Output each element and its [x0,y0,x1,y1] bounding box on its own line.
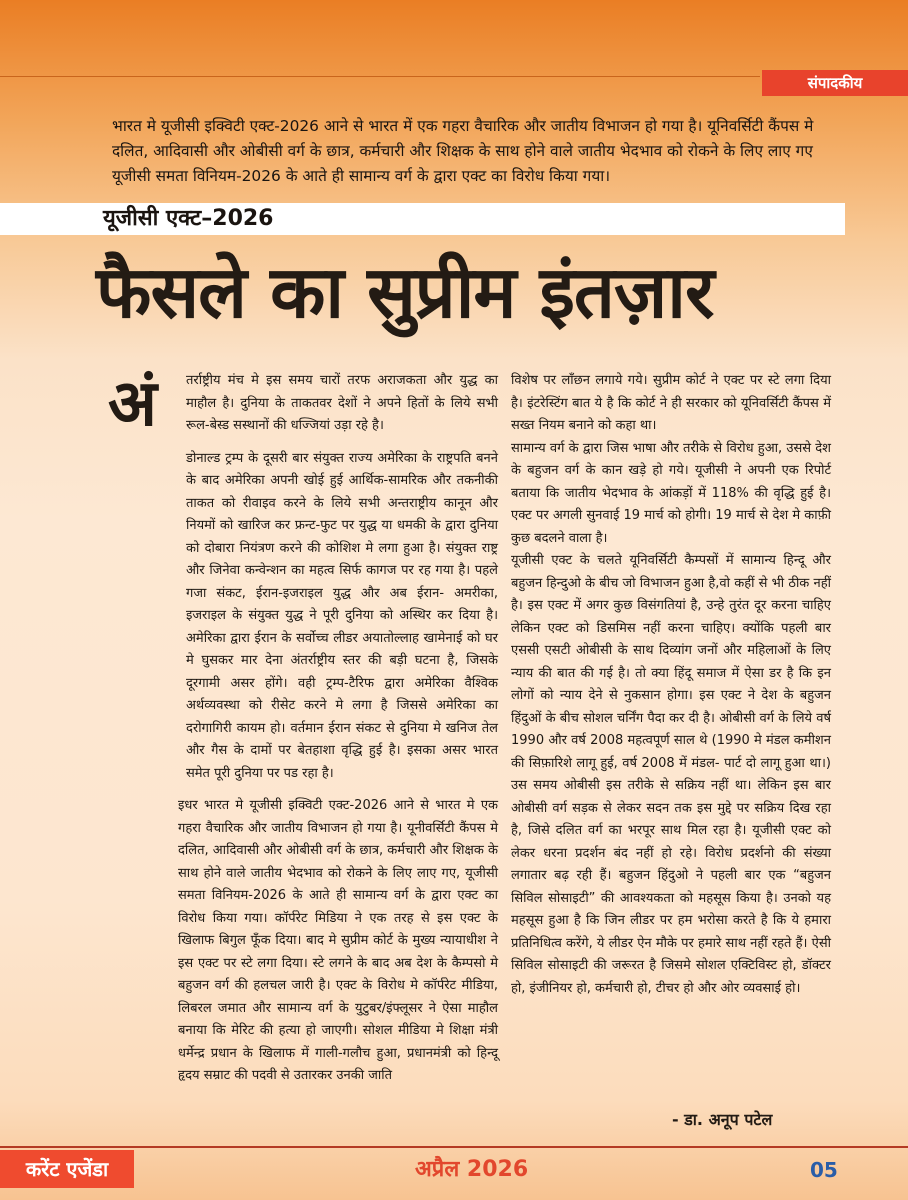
paragraph: यूजीसी एक्ट के चलते यूनिवर्सिटी कैम्पसों में सामान्य हिन्दू और बहुजन हिन्दुओ के बीच जो विभाजन हुआ है,वो कहीं से भी ठीक नहीं है। इस एक्ट में अगर कुछ विसंगतियां है, उन्हे तुरंत दूर करना चाहिए लेकिन एक्ट को डिसमिस नहीं करना चाहिए। क्योंकि पहली बार एससी एसटी ओबीसी के साथ दिव्यांग जनों और महिलाओं के लिए न्याय की बात की गई है। तो क्या हिंदू समाज में ऐसा डर है कि इन लोगों को न्याय देने से नुकसान होगा। इस एक्ट ने देश के बहुजन हिंदुओं के बीच सोशल चर्निंग पैदा कर दी है। ओबीसी वर्ग के लिये वर्ष 1990 और वर्ष 2008 महत्वपूर्ण साल थे (1990 मे मंडल कमीशन की सिफ़ारिशे लागू हुई, वर्ष 2008 में मंडल- पार्ट दो लागू हुआ था।) उस समय ओबीसी इस तरीके से सक्रिय नहीं था। लेकिन इस बार ओबीसी वर्ग सड़क से लेकर सदन तक इस मुद्दे पर सक्रिय दिख रहा है, जिसे दलित वर्ग का भरपूर साथ मिल रहा है। यूजीसी एक्ट को लेकर धरना प्रदर्शन बंद नहीं हो रहे। विरोध प्रदर्शनो की संख्या लगातार बढ़ रही हैं। बहुजन हिंदुओ ने पहली बार एक “बहुजन सिविल सोसाइटी” की आवश्यकता को महसूस किया है। उनको यह महसूस हुआ है कि जिन लीडर पर हम भरोसा करते है कि ये हमारा प्रतिनिधित्व करेंगे, ये लीडर ऐन मौके पर हमारे साथ नहीं रहते हैं। ऐसी सिविल सोसाइटी की जरूरत है जिसमे सोशल एक्टिविस्ट हो, डॉक्टर हो, इंजीनियर हो, कर्मचारी हो, टीचर हो और ओर व्यवसाई हो। [511,553,831,996]
paragraph: इधर भारत मे यूजीसी इक्विटी एक्ट-2026 आने से भारत मे एक गहरा वैचारिक और जातीय विभाजन हो गया है। यूनीवर्सिटी कैंपस मे दलित, आदिवासी और ओबीसी वर्ग के छात्र, कर्मचारी और शिक्षक के साथ होने वाले जातीय भेदभाव को रोकने के लिए लाए गए, यूजीसी समता विनियम-2026 के आते ही सामान्य वर्ग के द्वारा एक्ट का विरोध किया गया। कॉर्परेट मिडिया ने एक तरह से इस एक्ट के खिलाफ बिगुल फूँक दिया। बाद मे सुप्रीम कोर्ट के मुख्य न्यायाधीश ने इस एक्ट पर स्टे लगा दिया। स्टे लगने के बाद अब देश के कैम्पसो मे बहुजन वर्ग की हलचल जारी है। एक्ट के विरोध मे कॉर्परेट मीडिया, लिबरल जमात और सामान्य वर्ग के युटुबर/इंफ्लूसर ने ऐसा माहौल बनाया कि मेरिट की हत्या हो जाएगी। सोशल मीडिया मे शिक्षा मंत्री धर्मेन्द्र प्रधान के खिलाफ में गाली-गलौच हुआ, प्रधानमंत्री को हिन्दू हृदय सम्राट की पदवी से उतारकर उनकी जाति [178,798,498,1083]
author-byline: - डा. अनूप पटेल [672,1110,773,1129]
page-number: 05 [810,1158,838,1182]
header-rule [0,76,760,77]
magazine-brand: करेंट एजेंडा [0,1150,134,1188]
article-kicker: यूजीसी एक्ट–2026 [103,206,274,231]
article-column-1 [178,370,498,1088]
paragraph: विशेष पर लाँछन लगाये गये। सुप्रीम कोर्ट ने एक्ट पर स्टे लगा दिया है। इंटरेस्टिंग बात ये है कि कोर्ट ने ही सरकार को यूनिवर्सिटी कैंपस में सख्त नियम बनाने को कहा था। [511,373,831,433]
paragraph: सामान्य वर्ग के द्वारा जिस भाषा और तरीके से विरोध हुआ, उससे देश के बहुजन वर्ग के कान खड़े हो गये। यूजीसी ने अपनी एक रिपोर्ट बताया कि जातीय भेदभाव के आंकड़ों में 118% की वृद्धि हुई है। एक्ट पर अगली सुनवाई 19 मार्च को होगी। 19 मार्च से देश मे काफ़ी कुछ बदलने वाला है। [511,440,831,546]
article-headline: फैसले का सुप्रीम इंतज़ार [96,250,714,334]
issue-month: अप्रैल 2026 [415,1157,529,1182]
section-label: संपादकीय [762,70,908,96]
drop-cap: अं [108,367,157,441]
intro-standfirst: भारत मे यूजीसी इक्विटी एक्ट-2026 आने से भारत में एक गहरा वैचारिक और जातीय विभाजन हो गया है। यूनिवर्सिटी कैंपस मे दलित, आदिवासी और ओबीसी वर्ग के छात्र, कर्मचारी और शिक्षक के साथ होने वाले जातीय भेदभाव को रोकने के लिए लाए गए यूजीसी समता विनियम-2026 के आते ही सामान्य वर्ग के द्वारा एक्ट का विरोध किया गया। [112,117,814,185]
footer-rule [0,1146,908,1148]
paragraph: तर्राष्ट्रीय मंच मे इस समय चारों तरफ अराजकता और युद्ध का माहौल है। दुनिया के ताकतवर देशों ने अपने हितों के लिये सभी रूल-बेस्ड सस्थानों की धज्जियां उड़ा रहे है। [186,373,498,433]
article-column-2 [511,370,831,1000]
paragraph: डोनाल्ड ट्रम्प के दूसरी बार संयुक्त राज्य अमेरिका के राष्ट्रपति बनने के बाद अमेरिका अपनी खोई हुई आर्थिक-सामरिक और तकनीकी ताकत को रीवाइव करने के लिये सभी अन्तराष्ट्रीय कानून और नियमों को खारिज कर फ्रन्ट-फुट पर युद्ध या धमकी के द्वारा दुनिया को दोबारा नियंत्रण करने की कोशिश मे लगा हुआ है। संयुक्त राष्ट्र और जिनेवा कन्वेन्शन का महत्व सिर्फ कागज पर रह गया है। पहले गजा संकट, ईरान-इजराइल युद्ध और अब ईरान- अमरीका, इजराइल के संयुक्त युद्ध ने पूरी दुनिया को अस्थिर कर दिया है। अमेरिका द्वारा ईरान के सर्वोच्च लीडर अयातोल्लाह खामेनाई को घर मे घुसकर मार देना अंतर्राष्ट्रीय स्तर की बड़ी घटना है, जिसके दूरगामी असर होंगे। वही ट्रम्प-टैरिफ द्वारा अमेरिका वैश्विक अर्थव्यवस्था को रीसेट करने मे लगा है जिससे अमेरिका का दरोगागिरी कायम हो। वर्तमान ईरान संकट से दुनिया मे खनिज तेल और गैस के दामों पर बेतहाशा वृद्धि हुई है। इसका असर भारत समेत पूरी दुनिया पर पड रहा है। [186,450,498,781]
